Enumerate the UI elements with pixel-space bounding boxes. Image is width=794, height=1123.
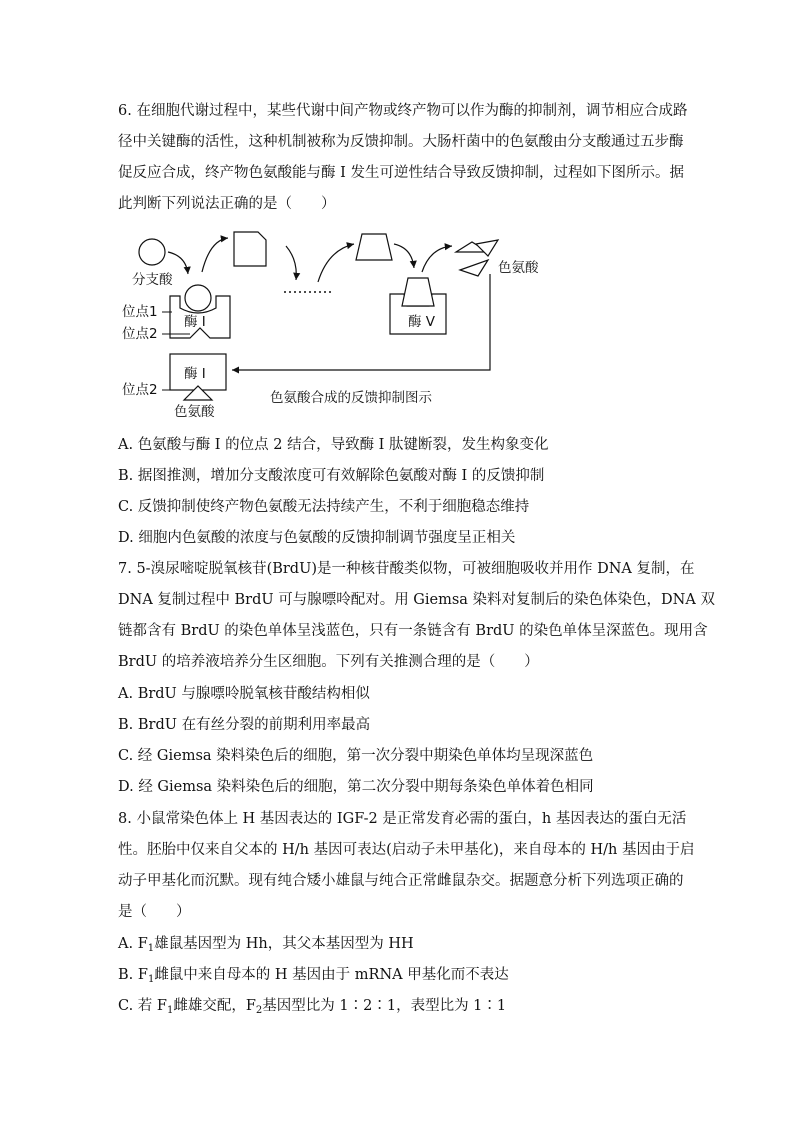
feedback-arrow [232, 274, 490, 370]
q6-line-1: 6. 在细胞代谢过程中，某些代谢中间产物或终产物可以作为酶的抑制剂，调节相应合成路 [118, 103, 688, 119]
enzyme1-top-label: 酶 I [184, 314, 206, 330]
arrow-enzyme5-to-tryptophan [422, 246, 452, 272]
q8-option-c-sub: 1 [166, 1005, 174, 1016]
q7-line-3: 链都含有 BrdU 的染色单体呈浅蓝色，只有一条链含有 BrdU 的染色单体呈深蓝色。现用含 [118, 623, 708, 639]
enzyme5-bound-trapezoid [402, 278, 434, 306]
arrow-intermediate-down [286, 246, 296, 280]
q8-option-b[interactable] [118, 965, 509, 985]
site2-bottom-label: 位点2 [122, 382, 158, 398]
q8-option-c[interactable] [118, 996, 506, 1016]
arrow-trapezoid-to-enzyme5 [394, 244, 414, 268]
q8-option-c-pre: C. 若 F [118, 998, 167, 1014]
q8-option-c-sub2: 2 [255, 1005, 263, 1016]
chorismate-circle [139, 239, 165, 265]
q6-line-3: 促反应合成，终产物色氨酸能与酶 I 发生可逆性结合导致反馈抑制，过程如下图所示。据 [118, 165, 684, 181]
q8-line-3: 动子甲基化而沉默。现有纯合矮小雄鼠与纯合正常雌鼠杂交。据题意分析下列选项正确的 [118, 873, 684, 889]
q7-line-4: BrdU 的培养液培养分生区细胞。下列有关推测合理的是（ ） [118, 654, 539, 670]
q8-line-2: 性。胚胎中仅来自父本的 H/h 基因可表达(启动子未甲基化)，来自母本的 H/h 基因由于启 [118, 842, 695, 858]
q7-option-b[interactable]: B. BrdU 在有丝分裂的前期利用率最高 [118, 717, 371, 733]
intermediate-trapezoid [356, 234, 392, 260]
q6-option-a[interactable]: A. 色氨酸与酶 I 的位点 2 结合，导致酶 I 肽键断裂，发生构象变化 [118, 437, 549, 453]
tryptophan-bottom-label: 色氨酸 [174, 404, 215, 420]
q8-option-c-post: 基因型比为 1∶2∶1，表型比为 1∶1 [262, 998, 507, 1014]
enzyme1-bottom-label: 酶 I [184, 366, 206, 382]
q8-option-b-post: 雌鼠中来自母本的 H 基因由于 mRNA 甲基化而不表达 [154, 967, 509, 983]
tryptophan-triangle-3 [460, 260, 488, 276]
q7-option-a[interactable]: A. BrdU 与腺嘌呤脱氧核苷酸结构相似 [118, 686, 370, 702]
q8-option-c-mid: 雌雄交配，F [173, 998, 256, 1014]
q6-line-4: 此判断下列说法正确的是（ ） [118, 196, 336, 212]
q8-option-a[interactable] [118, 934, 414, 954]
substrate-bound-circle [185, 285, 211, 311]
feedback-inhibition-diagram [118, 226, 538, 426]
figure-caption: 色氨酸合成的反馈抑制图示 [270, 390, 432, 406]
enzyme5-label: 酶 V [408, 314, 436, 330]
arrow-enzyme-to-product [202, 238, 228, 272]
q6-line-2: 径中关键酶的活性，这种机制被称为反馈抑制。大肠杆菌中的色氨酸由分支酸通过五步酶 [118, 134, 684, 150]
q8-line-1: 8. 小鼠常染色体上 H 基因表达的 IGF-2 是正常发育必需的蛋白，h 基因表达的蛋白无活 [118, 811, 687, 827]
arrow-chorismate-to-enzyme [168, 252, 188, 274]
arrow-steps-up [318, 244, 354, 282]
site2-top-label: 位点2 [122, 326, 158, 342]
q8-option-a-pre: A. F [118, 936, 148, 952]
q8-option-a-post: 雄鼠基因型为 Hh，其父本基因型为 HH [154, 936, 414, 952]
chorismate-label: 分支酸 [132, 272, 173, 288]
q6-option-c[interactable]: C. 反馈抑制使终产物色氨酸无法持续产生，不利于细胞稳态维持 [118, 499, 530, 515]
site1-label: 位点1 [122, 304, 158, 320]
tryptophan-right-label: 色氨酸 [498, 260, 538, 276]
q7-option-d[interactable]: D. 经 Giemsa 染料染色后的细胞，第二次分裂中期每条染色单体着色相同 [118, 779, 594, 795]
q6-option-d[interactable]: D. 细胞内色氨酸的浓度与色氨酸的反馈抑制调节强度呈正相关 [118, 530, 516, 546]
q8-option-b-pre: B. F [118, 967, 148, 983]
tryptophan-triangle-2 [476, 240, 498, 256]
q6-option-b[interactable]: B. 据图推测，增加分支酸浓度可有效解除色氨酸对酶 I 的反馈抑制 [118, 468, 545, 484]
q8-line-4: 是（ ） [118, 904, 191, 920]
q8-option-b-sub: 1 [147, 974, 155, 985]
q7-line-2: DNA 复制过程中 BrdU 可与腺嘌呤配对。用 Giemsa 染料对复制后的染色体染色，DNA 双 [118, 592, 715, 608]
q8-option-a-sub: 1 [147, 943, 155, 954]
intermediate-1-shape [234, 232, 266, 266]
q7-option-c[interactable]: C. 经 Giemsa 染料染色后的细胞，第一次分裂中期染色单体均呈现深蓝色 [118, 748, 594, 764]
q7-line-1: 7. 5-溴尿嘧啶脱氧核苷(BrdU)是一种核苷酸类似物，可被细胞吸收并用作 DNA 复制，在 [118, 561, 695, 577]
